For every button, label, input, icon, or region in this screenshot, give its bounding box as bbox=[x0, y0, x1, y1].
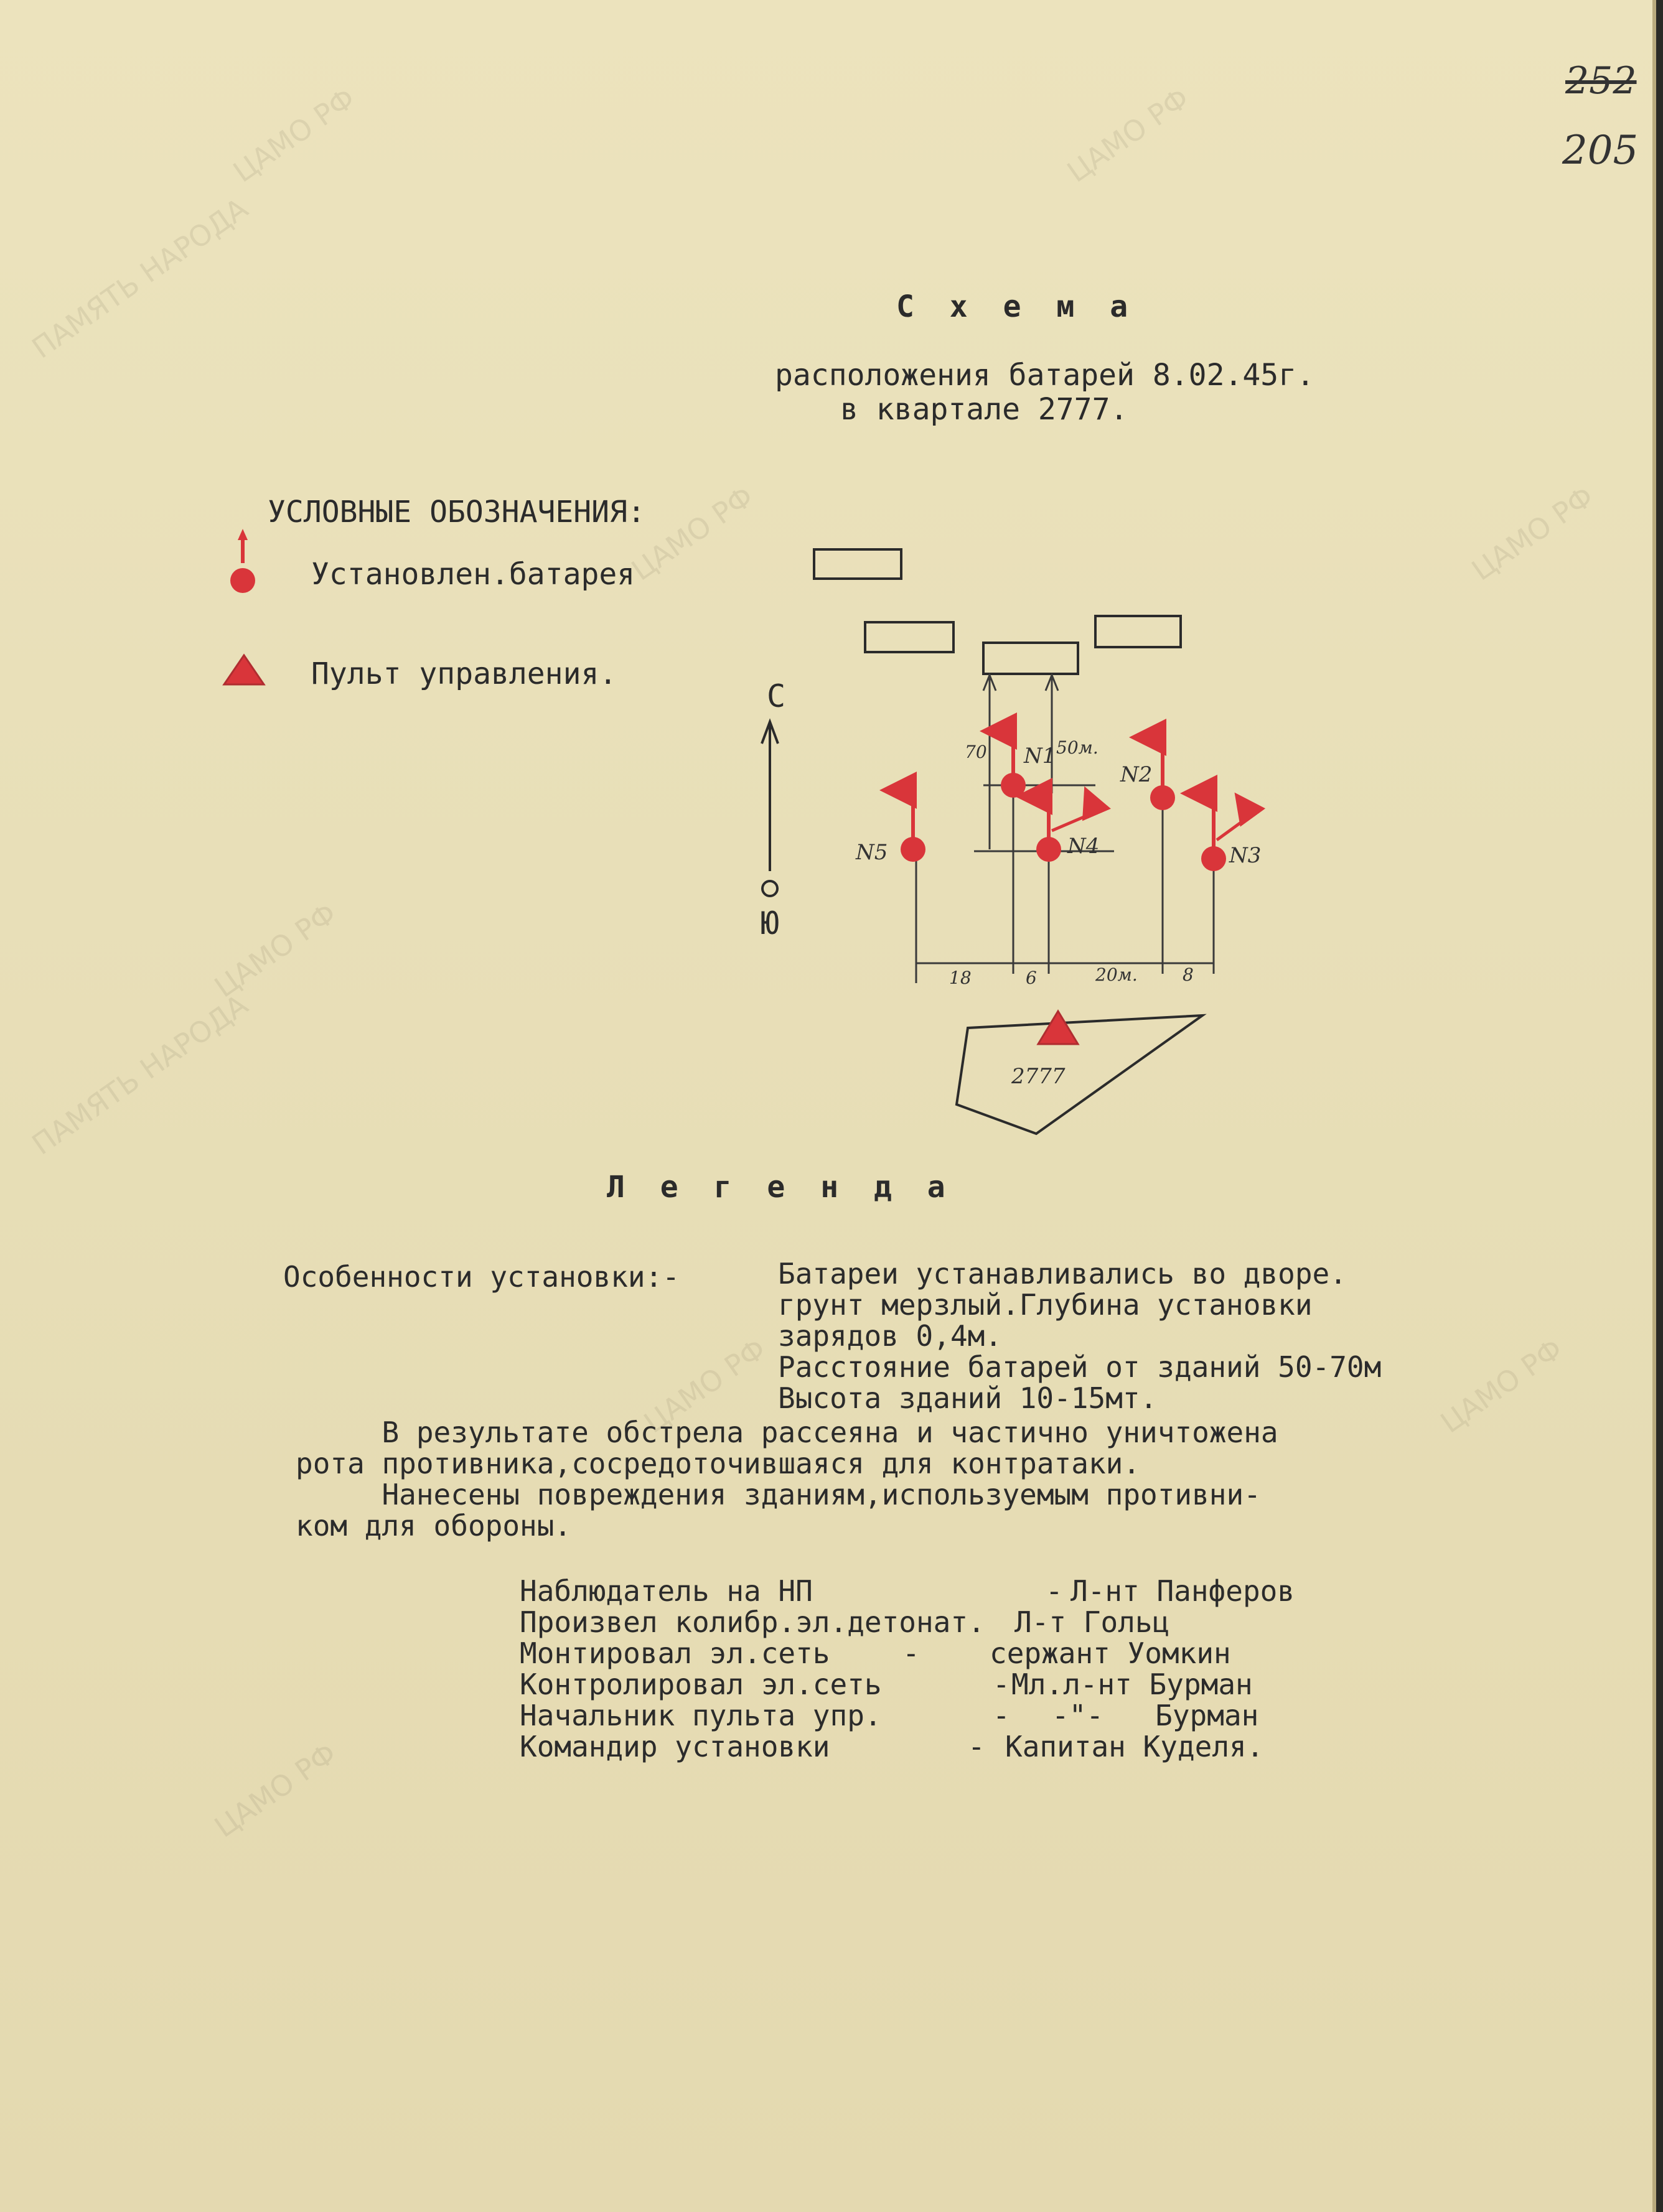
legend-title: Л е г е н д а bbox=[607, 1170, 954, 1205]
watermark: ЦАМО РФ bbox=[637, 1332, 772, 1440]
battery-marker-n2 bbox=[1150, 737, 1175, 810]
personnel-name: Мл.л-нт Бурман bbox=[1011, 1668, 1253, 1701]
compass-south: Ю bbox=[761, 905, 780, 941]
personnel-name: сержант Уомкин bbox=[990, 1636, 1231, 1670]
personnel-sep: - bbox=[993, 1699, 1010, 1732]
personnel-sep: - bbox=[1046, 1574, 1063, 1608]
watermark: ЦАМО РФ bbox=[208, 896, 343, 1004]
watermark: ЦАМО РФ bbox=[1061, 81, 1196, 189]
personnel-name: Л-нт Панферов bbox=[1070, 1574, 1295, 1608]
building bbox=[983, 643, 1078, 674]
building bbox=[814, 549, 901, 579]
personnel-role: Начальник пульта упр. bbox=[520, 1699, 882, 1732]
features-label: Особенности установки:- bbox=[283, 1260, 680, 1294]
personnel-sep: - bbox=[993, 1668, 1010, 1701]
features-line: Расстояние батарей от зданий 50-70м bbox=[778, 1350, 1382, 1384]
personnel-sep: - bbox=[968, 1730, 985, 1763]
block-label: 2777 bbox=[1011, 1064, 1066, 1089]
battery-label-n2: N2 bbox=[1120, 762, 1153, 787]
watermark: ПАМЯТЬ НАРОДА bbox=[26, 191, 254, 365]
page-title: С х е м а bbox=[896, 289, 1137, 324]
dimension-label: 70 bbox=[965, 742, 987, 762]
watermark: ПАМЯТЬ НАРОДА bbox=[26, 987, 254, 1162]
personnel-name: Капитан Куделя. bbox=[1005, 1730, 1264, 1763]
symbols-heading: УСЛОВНЫЕ ОБОЗНАЧЕНИЯ: bbox=[268, 495, 645, 530]
control-panel-symbol-icon bbox=[224, 655, 264, 684]
personnel-role: Произвел колибр.эл.детонат. bbox=[520, 1605, 985, 1639]
control-panel-marker-icon bbox=[1038, 1011, 1078, 1044]
subtitle: в квартале 2777. bbox=[840, 392, 1128, 427]
battery-symbol-icon bbox=[230, 529, 255, 593]
dimension-label: 8 bbox=[1183, 964, 1194, 985]
personnel-name: -"- Бурман bbox=[1052, 1699, 1259, 1732]
battery-label-n4: N4 bbox=[1067, 834, 1100, 859]
result-line: рота противника,сосредоточившаяся для контратаки. bbox=[296, 1447, 1141, 1480]
symbol-battery-label: Установлен.батарея bbox=[311, 557, 635, 592]
compass bbox=[762, 722, 778, 896]
battery-label-n3: N3 bbox=[1229, 843, 1262, 868]
features-line: Высота зданий 10-15мт. bbox=[778, 1381, 1158, 1415]
features-line: зарядов 0,4м. bbox=[778, 1319, 1003, 1353]
block-outline bbox=[957, 1015, 1202, 1134]
archive-number-crossed: 252 bbox=[1565, 59, 1637, 103]
dimension-label: 18 bbox=[949, 968, 972, 988]
dimension-label: 6 bbox=[1026, 968, 1037, 988]
result-line: Нанесены повреждения зданиям,используемым противни- bbox=[296, 1478, 1261, 1511]
battery-label-n1: N1 bbox=[1024, 744, 1056, 768]
personnel-role: Командир установки bbox=[520, 1730, 830, 1763]
personnel-name: Л-т Гольц bbox=[1014, 1605, 1170, 1639]
subtitle: расположения батарей 8.02.45г. bbox=[775, 358, 1314, 393]
watermark: ЦАМО РФ bbox=[208, 1736, 343, 1844]
battery-marker-n5 bbox=[901, 790, 925, 862]
result-line: ком для обороны. bbox=[296, 1509, 572, 1542]
symbol-control-label: Пульт управления. bbox=[311, 656, 617, 691]
personnel-role: Монтировал эл.сеть bbox=[520, 1636, 830, 1670]
dimension-label: 20м. bbox=[1095, 964, 1138, 985]
battery-marker-n1 bbox=[1001, 731, 1026, 798]
watermark: ЦАМО РФ bbox=[227, 81, 362, 189]
result-line: В результате обстрела рассеяна и частично уничтожена bbox=[296, 1416, 1278, 1449]
personnel-role: Наблюдатель на НП bbox=[520, 1574, 813, 1608]
watermark: ЦАМО РФ bbox=[625, 479, 760, 587]
building bbox=[865, 622, 953, 652]
watermark: ЦАМО РФ bbox=[1434, 1332, 1569, 1440]
features-line: Батареи устанавливались во дворе. bbox=[778, 1257, 1347, 1290]
archive-number: 205 bbox=[1562, 128, 1639, 174]
battery-label-n5: N5 bbox=[856, 840, 888, 865]
dimension-label: 50м. bbox=[1056, 737, 1099, 758]
building bbox=[1095, 616, 1181, 647]
features-line: грунт мерзлый.Глубина установки bbox=[778, 1288, 1313, 1322]
compass-north: С bbox=[767, 678, 786, 714]
personnel-role: Контролировал эл.сеть bbox=[520, 1668, 882, 1701]
watermark: ЦАМО РФ bbox=[1465, 479, 1600, 587]
personnel-sep: - bbox=[902, 1636, 920, 1670]
